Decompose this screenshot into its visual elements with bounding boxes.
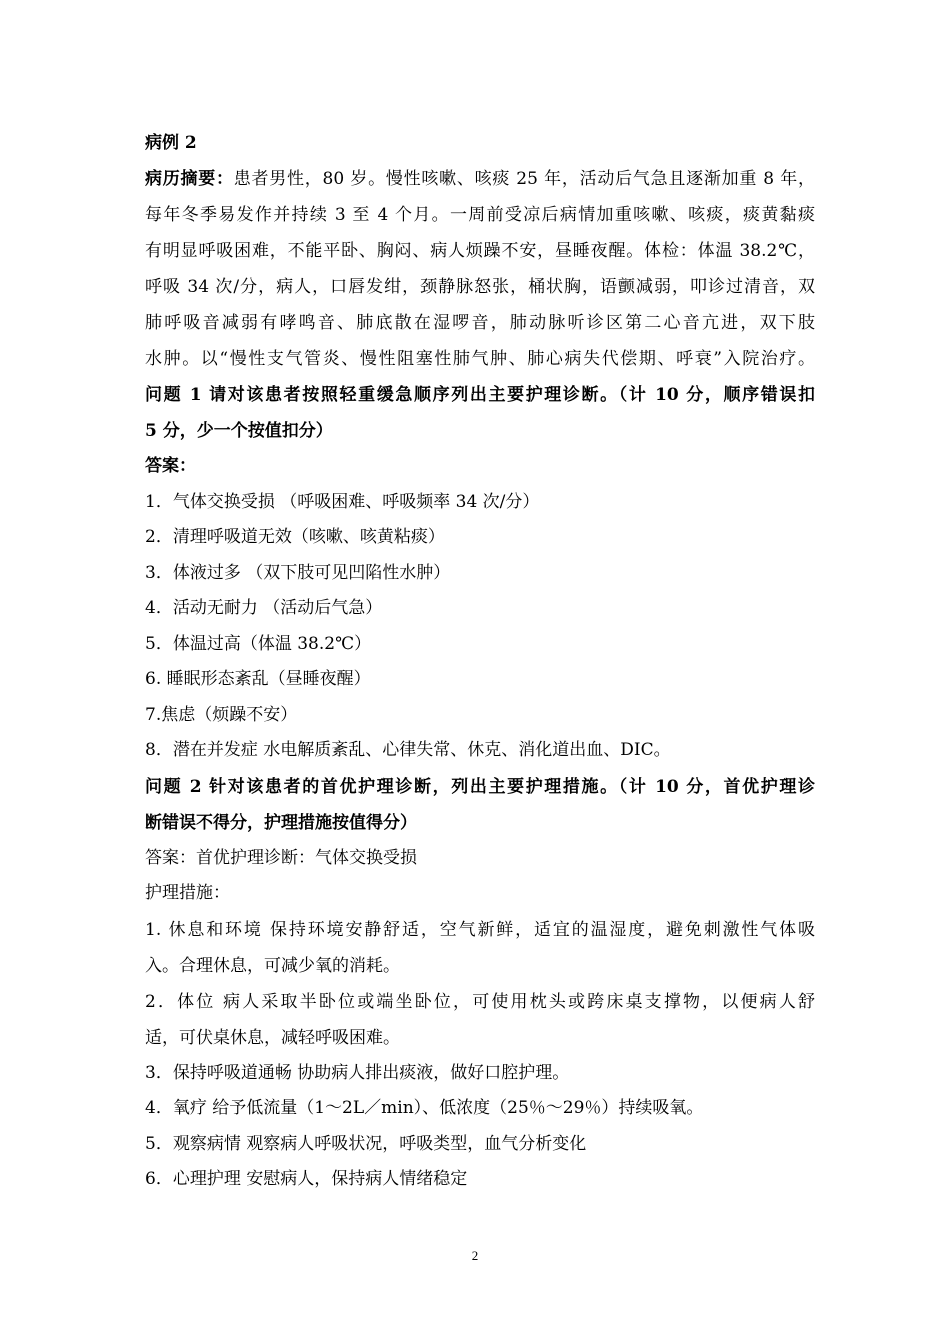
answer-1-item: 4．活动无耐力 （活动后气急） [145,598,383,618]
answer-1-item: 1．气体交换受损 （呼吸困难、呼吸频率 34 次/分） [145,491,540,512]
answer-1-item: 7.焦虑（烦躁不安） [145,704,298,725]
document-page [145,125,815,1198]
measure-5: 5．观察病情 观察病人呼吸状况，呼吸类型，血气分析变化 [145,1133,587,1154]
answer-1-item: 5．体温过高（体温 38.2℃） [145,633,372,654]
question-2-line-2: 断错误不得分，护理措施按值得分） [145,812,417,833]
summary-line-5: 肺呼吸音减弱有哮鸣音、肺底散在湿啰音，肺动脉听诊区第二心音亢进，双下肢 [145,313,815,333]
measure-2-line-1: 2．体位 病人采取半卧位或端坐卧位，可使用枕头或跨床桌支撑物，以便病人舒 [145,991,815,1012]
answer-1-item: 3．体液过多 （双下肢可见凹陷性水肿） [145,562,451,583]
case-title: 病例 2 [145,133,197,153]
summary-label: 病历摘要： [145,169,234,189]
page-number: 2 [471,1248,479,1263]
answer-1-item: 6. 睡眠形态紊乱（昼睡夜醒） [145,669,371,689]
summary-line-2: 每年冬季易发作并持续 3 至 4 个月。一周前受凉后病情加重咳嗽、咳痰，痰黄黏痰 [145,205,815,225]
question-2-line-1: 问题 2 针对该患者的首优护理诊断，列出主要护理措施。（计 10 分，首优护理诊 [145,776,815,797]
measure-4: 4．氧疗 给予低流量（1～2L／min）、低浓度（25％～29％）持续吸氧。 [145,1098,704,1118]
summary-line-1 [145,161,815,197]
answer-1-item: 2．清理呼吸道无效（咳嗽、咳黄粘痰） [145,527,445,547]
answer-2-diagnosis: 答案：首优护理诊断：气体交换受损 [145,847,417,868]
summary-line-6: 水肿。以“慢性支气管炎、慢性阻塞性肺气肿、肺心病失代偿期、呼衰”入院治疗。 [145,349,815,369]
question-1-line-1: 问题 1 请对该患者按照轻重缓急顺序列出主要护理诊断。（计 10 分，顺序错误扣 [145,385,815,405]
measure-2-line-2: 适，可伏桌休息，减轻呼吸困难。 [145,1027,400,1048]
measure-6: 6．心理护理 安慰病人，保持病人情绪稳定 [145,1169,468,1189]
summary-line-3: 有明显呼吸困难，不能平卧、胸闷、病人烦躁不安，昼睡夜醒。体检：体温 38.2℃， [145,241,815,261]
answer-1-item: 8．潜在并发症 水电解质紊乱、心律失常、休克、消化道出血、DIC。 [145,740,671,760]
answer-2-measures-label: 护理措施： [145,883,230,903]
question-1-line-2: 5 分，少一个按值扣分） [145,421,333,441]
answer-1-label: 答案： [145,456,196,476]
measure-3: 3．保持呼吸道通畅 协助病人排出痰液，做好口腔护理。 [145,1062,570,1083]
measure-1-line-2: 入。合理休息，可减少氧的消耗。 [145,955,400,976]
summary-text-1: 患者男性，80 岁。慢性咳嗽、咳痰 25 年，活动后气急且逐渐加重 8 年， [233,169,816,189]
summary-line-4: 呼吸 34 次/分，病人，口唇发绀，颈静脉怒张，桶状胸，语颤减弱，叩诊过清音，双 [145,277,815,297]
measure-1-line-1: 1. 休息和环境 保持环境安静舒适，空气新鲜，适宜的温湿度，避免刺激性气体吸 [145,919,815,940]
